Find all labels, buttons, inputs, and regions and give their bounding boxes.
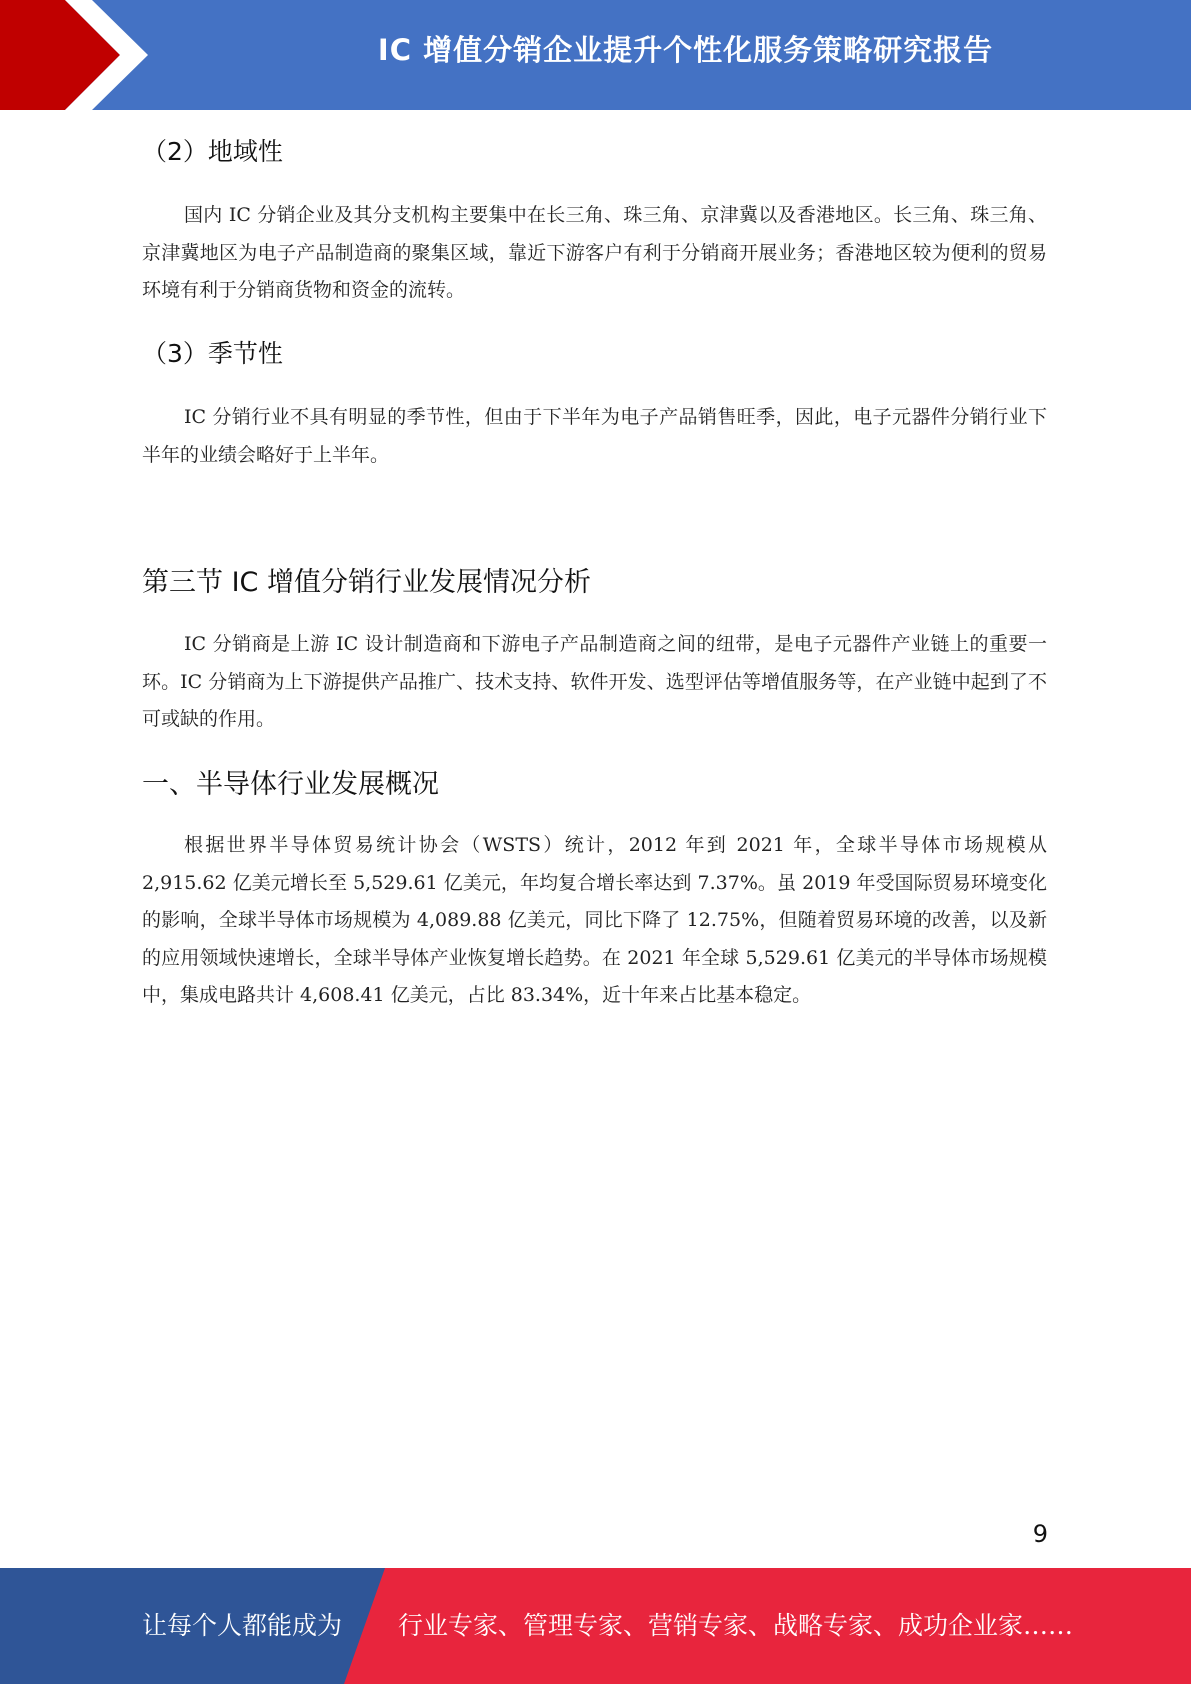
page-footer	[0, 1568, 1191, 1684]
page-header	[0, 0, 1191, 110]
heading-semiconductor-overview: 一、半导体行业发展概况	[142, 769, 439, 800]
page-number: 9	[1032, 1520, 1048, 1548]
paragraph-semiconductor-overview: 根据世界半导体贸易统计协会（WSTS）统计，2012 年到 2021 年，全球半导体市场规模从 2,915.62 亿美元增长至 5,529.61 亿美元，年均复合增长率达到 7.37%。虽 2019 年受国际贸易环境变化的影响，全球半导体市场规模为 4,089.88 亿美元，同比下降了 12.75%，但随着贸易环境的改善，以及新的应用领域快速增长，全球半导体产业恢复增长趋势。在 2021 年全球 5,529.61 亿美元的半导体市场规模中，集成电路共计 4,608.41 亿美元，占比 83.34%，近十年来占比基本稳定。	[142, 834, 1047, 1006]
paragraph-regional: 国内 IC 分销企业及其分支机构主要集中在长三角、珠三角、京津冀以及香港地区。长三角、珠三角、京津冀地区为电子产品制造商的聚集区域，靠近下游客户有利于分销商开展业务；香港地区较为便利的贸易环境有利于分销商货物和资金的流转。	[142, 204, 1047, 301]
heading-section-three: 第三节 IC 增值分销行业发展情况分析	[142, 567, 591, 598]
report-title: IC 增值分销企业提升个性化服务策略研究报告	[377, 33, 994, 67]
heading-seasonal: （3）季节性	[142, 339, 283, 368]
paragraph-section-three: IC 分销商是上游 IC 设计制造商和下游电子产品制造商之间的纽带，是电子元器件产业链上的重要一环。IC 分销商为上下游提供产品推广、技术支持、软件开发、选型评估等增值服务等，在产业链中起到了不可或缺的作用。	[142, 633, 1047, 730]
paragraph-seasonal: IC 分销行业不具有明显的季节性，但由于下半年为电子产品销售旺季，因此，电子元器件分销行业下半年的业绩会略好于上半年。	[142, 406, 1047, 466]
footer-slogan-left: 让每个人都能成为	[142, 1611, 343, 1640]
heading-regional: （2）地域性	[142, 137, 283, 166]
footer-slogan-right: 行业专家、管理专家、营销专家、战略专家、成功企业家……	[398, 1611, 1074, 1640]
header-chevron-decoration	[0, 0, 160, 110]
